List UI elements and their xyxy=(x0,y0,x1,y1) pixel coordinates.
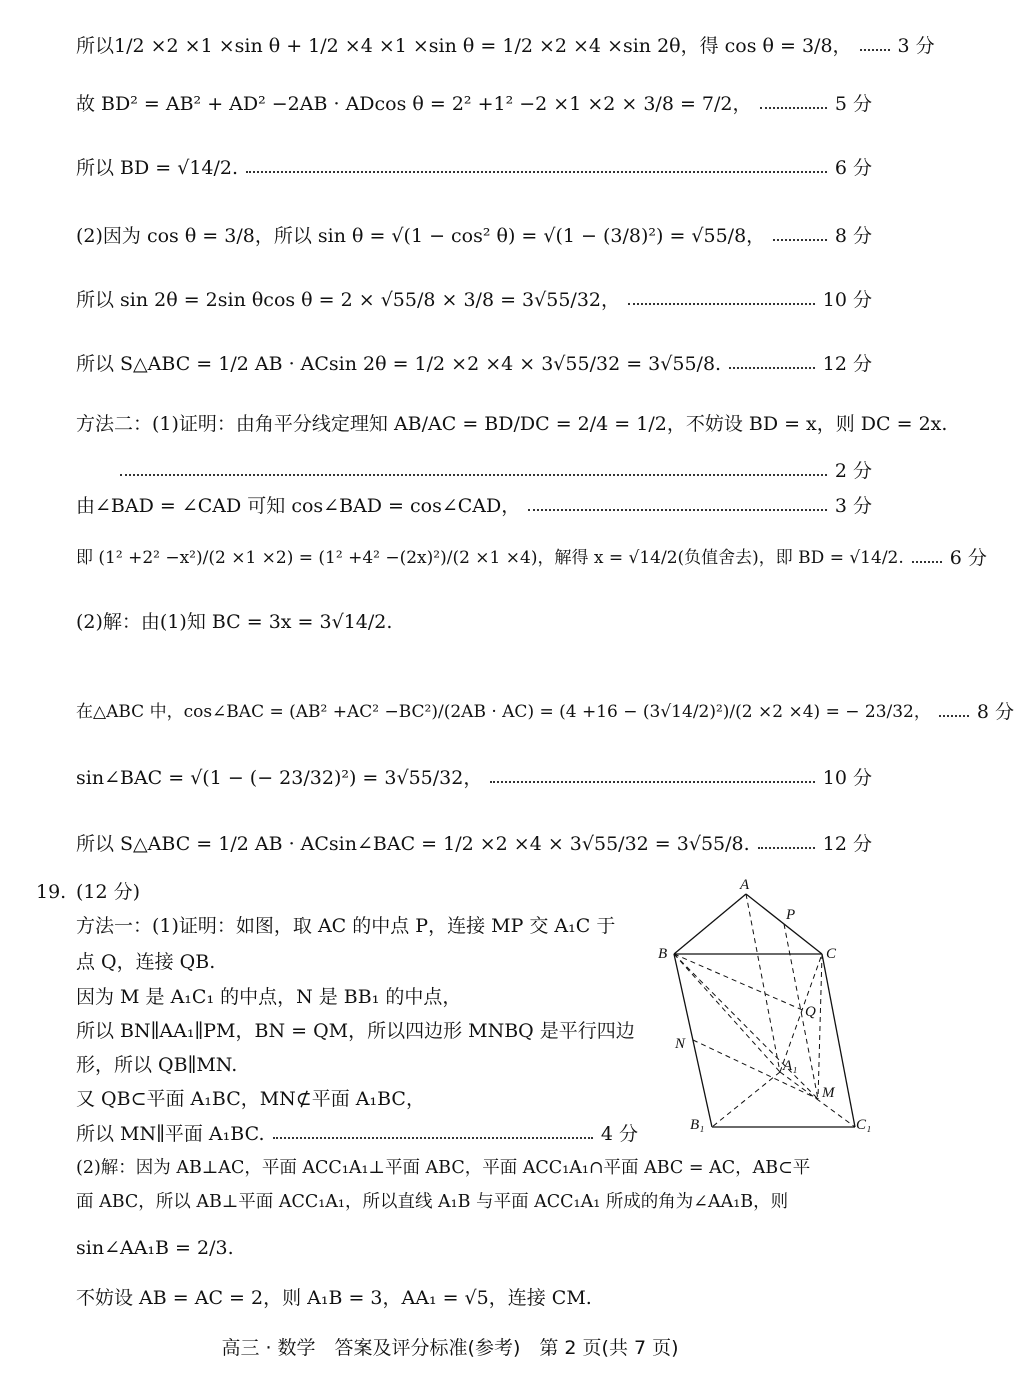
line-text: 即 (1² +2² −x²)/(2 ×1 ×2) = (1² +4² −(2x)²)/(2 ×1 ×4)，解得 x = √14/2(负值舍去)，即 BD = √14/2. xyxy=(76,548,904,568)
solution-line-13 xyxy=(76,766,872,790)
edge-CC1 xyxy=(822,954,855,1127)
q19-line: 又 QB⊂平面 A₁BC，MN⊄平面 A₁BC， xyxy=(76,1088,425,1110)
label-Q: Q xyxy=(805,1004,816,1020)
score: 10 分 xyxy=(822,767,872,789)
line-text: 所以 S△ABC = 1/2 AB · ACsin 2θ = 1/2 ×2 ×4 × 3√55/32 = 3√55/8. xyxy=(76,353,722,375)
question-points: (12 分) xyxy=(76,881,141,903)
score: 12 分 xyxy=(822,353,872,375)
score: 6 分 xyxy=(949,547,987,569)
solution-line-1 xyxy=(76,34,935,58)
label-C: C xyxy=(826,946,837,962)
segment-NM xyxy=(693,1040,818,1099)
dot-leader xyxy=(758,847,815,849)
q19-line: 点 Q，连接 QB. xyxy=(76,951,216,973)
line-text: 在△ABC 中，cos∠BAC = (AB² +AC² −BC²)/(2AB · AC) = (4 +16 − (3√14/2)²)/(2 ×2 ×4) = − 23/32， xyxy=(76,702,931,722)
line-text: 所以 BD = √14/2. xyxy=(76,157,239,179)
q19-part2-line: (2)解：因为 AB⊥AC，平面 ACC₁A₁⊥平面 ABC，平面 ACC₁A₁∩平面 ABC = AC，AB⊂平 xyxy=(76,1158,811,1178)
q19-line: 因为 M 是 A₁C₁ 的中点，N 是 BB₁ 的中点， xyxy=(76,986,462,1008)
dot-leader xyxy=(120,474,827,476)
solution-line-10 xyxy=(76,546,987,570)
score: 3 分 xyxy=(834,495,872,517)
score: 2 分 xyxy=(834,460,872,482)
q19-line: 形，所以 QB∥MN. xyxy=(76,1054,238,1076)
solution-line-9 xyxy=(76,494,872,518)
q19-line: 所以 BN∥AA₁∥PM，BN = QM，所以四边形 MNBQ 是平行四边 xyxy=(76,1020,635,1042)
page-footer: 高三 · 数学 答案及评分标准(参考) 第 2 页(共 7 页) xyxy=(221,1337,679,1359)
line-text: 所以 MN∥平面 A₁BC. xyxy=(76,1123,265,1145)
label-A1: A₁ xyxy=(783,1058,798,1074)
label-P: P xyxy=(786,907,796,923)
segment-BA1 xyxy=(674,954,780,1072)
q19-scored-line xyxy=(76,1122,638,1146)
question-number: 19. xyxy=(36,881,67,903)
edge-A1B1 xyxy=(712,1072,780,1127)
line-text: 所以 sin 2θ = 2sin θcos θ = 2 × √55/8 × 3/8 = 3√55/32， xyxy=(76,289,620,311)
q19-part2-line: 面 ABC，所以 AB⊥平面 ACC₁A₁，所以直线 A₁B 与平面 ACC₁A₁ 所成的角为∠AA₁B，则 xyxy=(76,1192,789,1212)
line-text: sin∠BAC = √(1 − (− 23/32)²) = 3√55/32， xyxy=(76,767,483,789)
dot-leader xyxy=(773,239,827,241)
solution-line-6 xyxy=(76,352,872,376)
q19-part2-line: sin∠AA₁B = 2/3. xyxy=(76,1237,234,1259)
score: 8 分 xyxy=(976,701,1014,723)
dot-leader xyxy=(273,1137,593,1139)
dot-leader xyxy=(528,509,827,511)
label-M: M xyxy=(822,1085,835,1101)
q19-line: 方法一：(1)证明：如图，取 AC 的中点 P，连接 MP 交 A₁C 于 xyxy=(76,915,616,937)
prism-figure xyxy=(650,872,880,1137)
score: 5 分 xyxy=(834,93,872,115)
dot-leader xyxy=(628,303,815,305)
solution-line-8 xyxy=(120,459,872,483)
line-text: 所以1/2 ×2 ×1 ×sin θ + 1/2 ×4 ×1 ×sin θ = 1/2 ×2 ×4 ×sin 2θ，得 cos θ = 3/8， xyxy=(76,35,852,57)
score: 3 分 xyxy=(897,35,935,57)
score: 12 分 xyxy=(822,833,872,855)
solution-line-3 xyxy=(76,156,872,180)
line-text: (2)因为 cos θ = 3/8，所以 sin θ = √(1 − cos² θ) = √(1 − (3/8)²) = √55/8， xyxy=(76,225,766,247)
method-two-heading: 方法二：(1)证明：由角平分线定理知 AB/AC = BD/DC = 2/4 = 1/2，不妨设 BD = x，则 DC = 2x. xyxy=(76,413,948,435)
line-text: 故 BD² = AB² + AD² −2AB · ADcos θ = 2² +1² −2 ×1 ×2 × 3/8 = 7/2， xyxy=(76,93,752,115)
part-two-intro: (2)解：由(1)知 BC = 3x = 3√14/2. xyxy=(76,611,393,633)
segment-BQ xyxy=(674,954,807,1012)
edge-AA1 xyxy=(746,894,780,1072)
label-B: B xyxy=(658,946,668,962)
line-text: 由∠BAD = ∠CAD 可知 cos∠BAD = cos∠CAD， xyxy=(76,495,521,517)
label-B1: B₁ xyxy=(690,1117,705,1133)
dot-leader xyxy=(246,171,827,173)
edge-A1C1 xyxy=(780,1072,855,1127)
label-C1: C₁ xyxy=(856,1117,872,1133)
q19-part2-line: 不妨设 AB = AC = 2，则 A₁B = 3，AA₁ = √5，连接 CM. xyxy=(76,1287,592,1309)
solution-line-12 xyxy=(76,700,1014,724)
score: 6 分 xyxy=(834,157,872,179)
dot-leader xyxy=(939,715,969,717)
dot-leader xyxy=(760,107,827,109)
dot-leader xyxy=(912,561,942,563)
label-N: N xyxy=(675,1036,686,1052)
segment-CM xyxy=(818,954,822,1099)
label-A: A xyxy=(740,877,750,893)
solution-line-2 xyxy=(76,92,872,116)
dot-leader xyxy=(490,781,814,783)
score: 10 分 xyxy=(822,289,872,311)
solution-line-14 xyxy=(76,832,872,856)
edge-AB xyxy=(674,894,746,954)
solution-line-5 xyxy=(76,288,872,312)
dot-leader xyxy=(729,367,815,369)
dot-leader xyxy=(860,49,890,51)
solution-line-4 xyxy=(76,224,872,248)
score: 4 分 xyxy=(600,1123,638,1145)
score: 8 分 xyxy=(834,225,872,247)
line-text: 所以 S△ABC = 1/2 AB · ACsin∠BAC = 1/2 ×2 ×4 × 3√55/32 = 3√55/8. xyxy=(76,833,750,855)
